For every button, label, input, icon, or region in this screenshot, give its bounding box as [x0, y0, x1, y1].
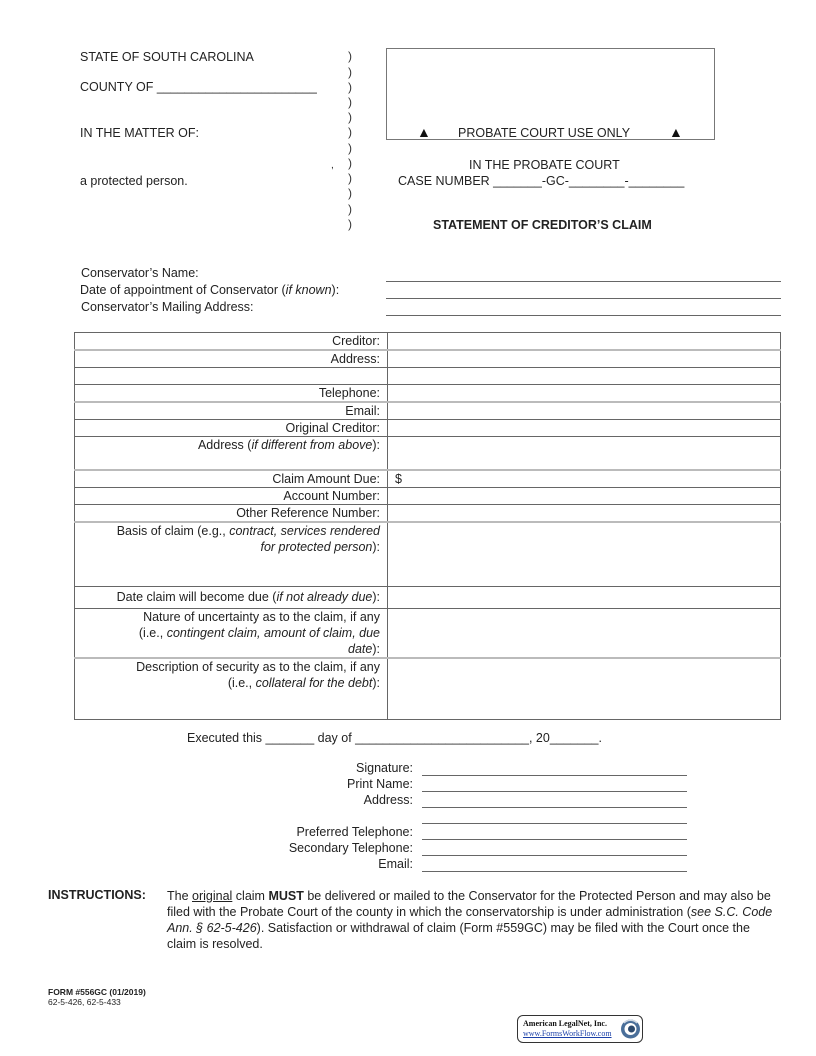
- arrow-up-icon: ▲: [669, 124, 683, 140]
- paren: ): [348, 156, 352, 170]
- telephone-field[interactable]: [388, 385, 781, 403]
- label-text: ):: [372, 590, 380, 604]
- text: ). Satisfaction or withdrawal of claim (Form #559GC) may be filed with the Court once the claim is resolved.: [167, 921, 750, 951]
- label-italic: for protected person: [260, 539, 373, 554]
- paren: ): [348, 49, 352, 63]
- signature-label: Signature:: [356, 761, 413, 775]
- county-field[interactable]: _______________________: [156, 80, 317, 94]
- protected-person-name-field[interactable]: ,: [331, 160, 334, 171]
- table-row: [75, 420, 781, 437]
- table-row: [75, 658, 781, 719]
- original-creditor-address-label: [75, 437, 388, 470]
- security-description-label: [75, 658, 388, 719]
- address-continued: [75, 368, 388, 385]
- claim-amount-label: Claim Amount Due:: [75, 470, 388, 488]
- label-text: (i.e.,: [227, 676, 256, 690]
- signer-address-field[interactable]: [422, 807, 687, 808]
- executed-date-line[interactable]: Executed this _______ day of _________________________, 20_______.: [187, 731, 602, 745]
- date-due-field[interactable]: [388, 587, 781, 609]
- security-description-field[interactable]: [388, 658, 781, 719]
- table-row: [75, 368, 781, 385]
- original-creditor-address-field[interactable]: [388, 437, 781, 470]
- table-row: [75, 522, 781, 587]
- label-text: ):: [372, 539, 380, 554]
- text: be delivered or mailed to the Conservator for the Protected Person and may also be filed with the Probate Court of the county in which the conservatorship is under administration (: [167, 889, 771, 919]
- preferred-telephone-field[interactable]: [422, 839, 687, 840]
- conservator-date-label: [80, 283, 339, 297]
- county-text: COUNTY OF: [80, 80, 154, 94]
- label-text: Address (: [197, 438, 252, 452]
- document-title: STATEMENT OF CREDITOR’S CLAIM: [433, 218, 652, 232]
- address-label: Address:: [75, 350, 388, 368]
- paren: ): [348, 95, 352, 109]
- paren: ): [348, 186, 352, 200]
- form-number: FORM #556GC (01/2019): [48, 987, 146, 997]
- label-text: Date claim will become due (: [116, 590, 277, 604]
- table-row: [75, 333, 781, 351]
- label-text: (i.e.,: [138, 626, 167, 640]
- original-creditor-label: Original Creditor:: [75, 420, 388, 437]
- protected-person-label: a protected person.: [80, 174, 188, 188]
- conservator-name-field[interactable]: [386, 281, 781, 282]
- signature-field[interactable]: [422, 775, 687, 776]
- text: The: [167, 889, 193, 903]
- paren: ): [348, 110, 352, 124]
- text-italic: see S.C. Code Ann. § 62-5-426: [167, 905, 773, 935]
- basis-of-claim-field[interactable]: [388, 522, 781, 587]
- table-row: [75, 402, 781, 420]
- table-row: [75, 385, 781, 403]
- table-row: [75, 437, 781, 470]
- date-due-label: [75, 587, 388, 609]
- label-text: Basis of claim (e.g.,: [116, 523, 230, 538]
- logo-url[interactable]: www.FormsWorkFlow.com: [523, 1029, 612, 1038]
- label-text: ):: [331, 283, 340, 297]
- arrow-up-icon: ▲: [417, 124, 431, 140]
- other-reference-label: Other Reference Number:: [75, 504, 388, 522]
- label-italic: if not already due: [276, 590, 373, 604]
- signer-email-label: Email:: [378, 857, 413, 871]
- court-name: IN THE PROBATE COURT: [469, 158, 620, 172]
- email-field[interactable]: [388, 402, 781, 420]
- email-label: Email:: [75, 402, 388, 420]
- table-row: [75, 609, 781, 659]
- instructions-label: INSTRUCTIONS:: [48, 888, 146, 902]
- secondary-telephone-label: Secondary Telephone:: [288, 841, 413, 855]
- american-legalnet-logo[interactable]: [517, 1015, 643, 1043]
- table-row: [75, 587, 781, 609]
- label-text: ):: [372, 676, 380, 690]
- instructions-text: [167, 888, 779, 952]
- matter-label: IN THE MATTER OF:: [80, 126, 199, 140]
- text-underline: original: [192, 889, 233, 903]
- telephone-label: Telephone:: [75, 385, 388, 403]
- text: claim: [232, 889, 269, 903]
- table-row: [75, 350, 781, 368]
- secondary-telephone-field[interactable]: [422, 855, 687, 856]
- label-italic: if known: [285, 283, 332, 297]
- creditor-label: Creditor:: [75, 333, 388, 351]
- label-text: ):: [372, 642, 380, 656]
- logo-company: American LegalNet, Inc.: [523, 1019, 607, 1028]
- case-number-field[interactable]: CASE NUMBER _______-GC-________-________: [398, 174, 685, 188]
- court-use-label: PROBATE COURT USE ONLY: [458, 126, 631, 140]
- conservator-date-field[interactable]: [386, 298, 781, 299]
- nature-of-uncertainty-label: [75, 609, 388, 659]
- paren: ): [348, 217, 352, 231]
- creditor-field[interactable]: [388, 333, 781, 351]
- other-reference-field[interactable]: [388, 504, 781, 522]
- label-italic: contingent claim, amount of claim, due: [166, 626, 380, 640]
- globe-swirl-icon: [620, 1018, 641, 1040]
- label-italic: collateral for the debt: [255, 676, 373, 690]
- address-field-2[interactable]: [388, 368, 781, 385]
- claim-amount-field[interactable]: $: [388, 470, 781, 488]
- account-number-field[interactable]: [388, 487, 781, 504]
- text-bold: MUST: [268, 889, 304, 903]
- paren: ): [348, 141, 352, 155]
- claim-table: [74, 332, 781, 720]
- label-italic: date: [348, 642, 373, 656]
- signer-address-field-2[interactable]: [422, 823, 687, 824]
- nature-of-uncertainty-field[interactable]: [388, 609, 781, 659]
- signer-address-label: Address:: [363, 793, 413, 807]
- table-row: [75, 470, 781, 488]
- table-row: [75, 487, 781, 504]
- signer-email-field[interactable]: [422, 871, 687, 872]
- account-number-label: Account Number:: [75, 487, 388, 504]
- address-field[interactable]: [388, 350, 781, 368]
- label-italic: contract, services rendered: [229, 523, 380, 538]
- paren: ): [348, 171, 352, 185]
- label-italic: if different from above: [251, 438, 373, 452]
- preferred-telephone-label: Preferred Telephone:: [296, 825, 413, 839]
- county-label: [80, 80, 317, 94]
- basis-of-claim-label: [75, 522, 388, 587]
- paren: ): [348, 125, 352, 139]
- print-name-field[interactable]: [422, 791, 687, 792]
- paren: ): [348, 80, 352, 94]
- label-text: Description of security as to the claim, if any: [136, 660, 380, 674]
- print-name-label: Print Name:: [347, 777, 413, 791]
- conservator-address-label: Conservator’s Mailing Address:: [81, 300, 254, 314]
- label-text: ):: [372, 438, 380, 452]
- label-text: Date of appointment of Conservator (: [80, 283, 286, 297]
- paren: ): [348, 202, 352, 216]
- label-text: Nature of uncertainty as to the claim, if any: [143, 610, 380, 624]
- conservator-name-label: Conservator’s Name:: [81, 266, 199, 280]
- paren: ): [348, 65, 352, 79]
- state-heading: STATE OF SOUTH CAROLINA: [80, 50, 254, 64]
- original-creditor-field[interactable]: [388, 420, 781, 437]
- statute-references: 62-5-426, 62-5-433: [48, 997, 121, 1007]
- conservator-address-field[interactable]: [386, 315, 781, 316]
- table-row: [75, 504, 781, 522]
